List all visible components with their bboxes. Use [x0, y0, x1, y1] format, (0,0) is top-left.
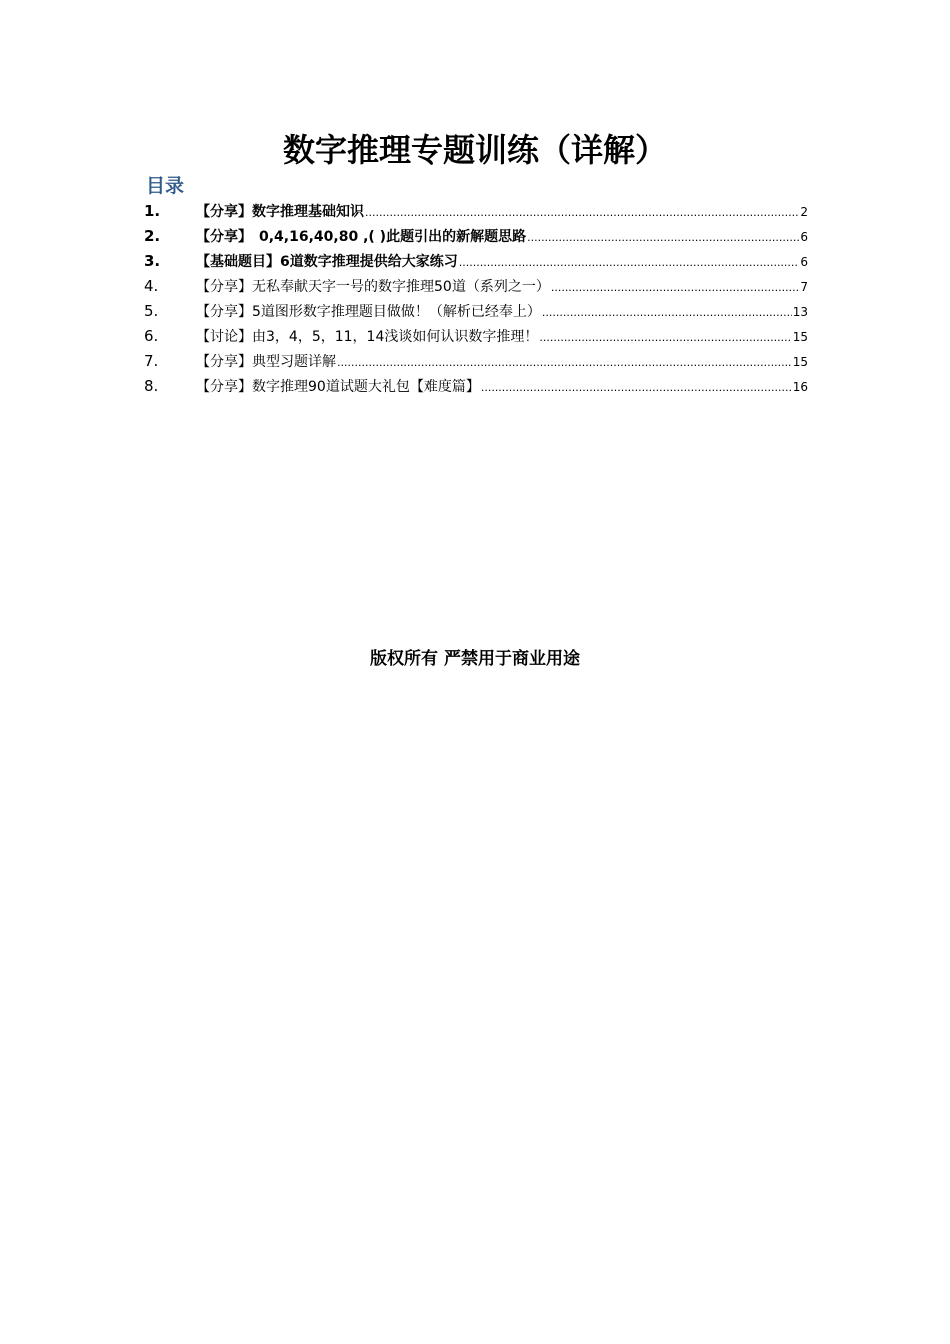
toc-dot-leader [337, 350, 792, 375]
toc-entry-number: 5. [144, 302, 159, 320]
toc-dot-leader [365, 200, 799, 225]
toc-entry[interactable] [144, 199, 808, 224]
toc-entry-number: 8. [144, 377, 159, 395]
toc-entry[interactable] [144, 324, 808, 349]
toc-entry-number: 1. [144, 202, 161, 220]
toc-entry[interactable] [144, 274, 808, 299]
toc-entry-page: 13 [792, 305, 808, 319]
toc-entry[interactable] [144, 224, 808, 249]
toc-dot-leader [481, 375, 792, 400]
toc-entry-number: 2. [144, 227, 161, 245]
toc-entry-title: 【基础题目】6道数字推理提供给大家练习 [196, 254, 458, 270]
toc-entry[interactable] [144, 299, 808, 324]
toc-list [144, 199, 808, 399]
toc-entry-title: 【分享】数字推理90道试题大礼包【难度篇】 [196, 379, 480, 395]
toc-entry-page: 7 [800, 280, 808, 294]
toc-entry-title: 【分享】无私奉献天字一号的数字推理50道（系列之一） [196, 279, 550, 295]
page-title: 数字推理专题训练（详解） [282, 131, 667, 169]
toc-entry-number: 6. [144, 327, 159, 345]
toc-entry-page: 15 [792, 330, 808, 344]
toc-entry-page: 15 [792, 355, 808, 369]
toc-entry-number: 7. [144, 352, 159, 370]
toc-entry-page: 6 [800, 255, 808, 269]
toc-dot-leader [542, 300, 792, 325]
toc-dot-leader [527, 225, 799, 250]
toc-entry[interactable] [144, 249, 808, 274]
toc-entry-page: 16 [792, 380, 808, 394]
toc-entry[interactable] [144, 374, 808, 399]
toc-entry-number: 4. [144, 277, 159, 295]
toc-entry[interactable] [144, 349, 808, 374]
toc-dot-leader [459, 250, 800, 275]
toc-dot-leader [551, 275, 800, 300]
toc-heading: 目录 [146, 175, 185, 197]
toc-entry-title: 【分享】数字推理基础知识 [196, 204, 364, 220]
toc-entry-page: 2 [800, 205, 808, 219]
copyright-notice: 版权所有 严禁用于商业用途 [370, 649, 580, 669]
toc-entry-title: 【分享】5道图形数字推理题目做做！（解析已经奉上） [196, 304, 541, 320]
toc-entry-number: 3. [144, 252, 161, 270]
toc-entry-page: 6 [800, 230, 808, 244]
toc-entry-title: 【分享】典型习题详解 [196, 354, 336, 370]
toc-dot-leader [539, 325, 791, 350]
toc-entry-title: 【分享】 0,4,16,40,80 ,( )此题引出的新解题思路 [196, 229, 527, 245]
toc-entry-title: 【讨论】由3，4，5，11，14浅谈如何认识数字推理！ [196, 329, 539, 345]
